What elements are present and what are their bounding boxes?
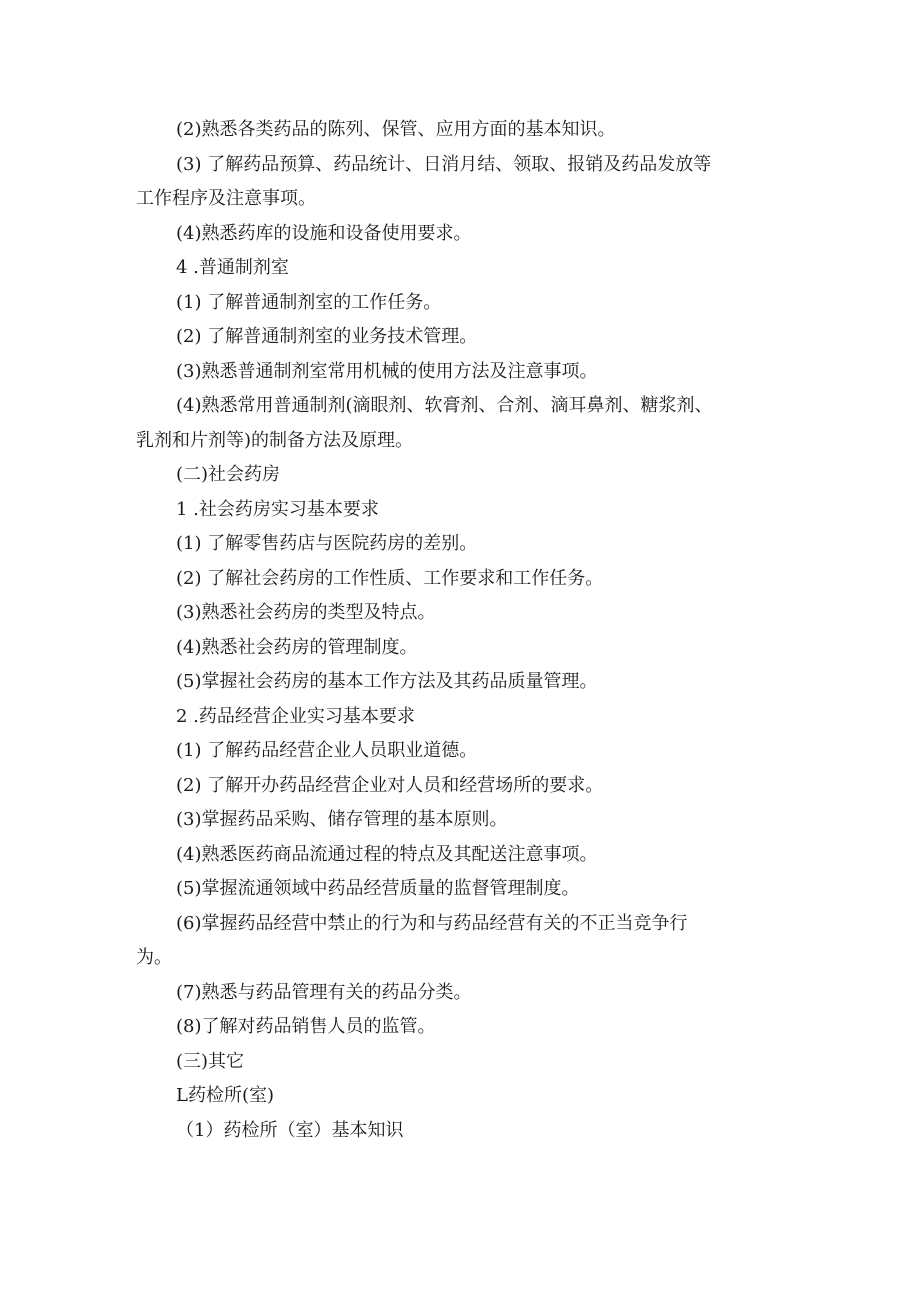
text-line: (1) 了解零售药店与医院药房的差别。 (176, 533, 478, 554)
text-line: (3) 了解药品预算、药品统计、日消月结、领取、报销及药品发放等 (176, 153, 712, 175)
text-line: 为。 (136, 947, 172, 968)
text-line: (2) 了解普通制剂室的业务技术管理。 (176, 326, 478, 347)
text-line: (二)社会药房 (176, 464, 281, 485)
text-line: 2 .药品经营企业实习基本要求 (176, 705, 415, 727)
text-line: L药检所(室) (176, 1085, 274, 1106)
text-line: (4)熟悉药库的设施和设备使用要求。 (176, 222, 472, 244)
text-line: (8)了解对药品销售人员的监管。 (176, 1016, 436, 1037)
text-line: (6)掌握药品经营中禁止的行为和与药品经营有关的不正当竞争行 (176, 912, 688, 934)
text-line: 4 .普通制剂室 (176, 257, 289, 278)
text-line: (4)熟悉常用普通制剂(滴眼剂、软膏剂、合剂、滴耳鼻剂、糖浆剂、 (176, 395, 713, 416)
document-body (136, 113, 786, 1148)
text-line: (4)熟悉医药商品流通过程的特点及其配送注意事项。 (176, 843, 598, 865)
text-line: 工作程序及注意事项。 (136, 188, 316, 209)
text-line: (7)熟悉与药品管理有关的药品分类。 (176, 981, 472, 1003)
text-line: （1）药检所（室）基本知识 (176, 1119, 404, 1141)
text-line: (5)掌握社会药房的基本工作方法及其药品质量管理。 (176, 671, 598, 692)
text-line: 1 .社会药房实习基本要求 (176, 498, 379, 520)
text-line: 乳剂和片剂等)的制备方法及原理。 (136, 429, 414, 451)
text-line: (3)掌握药品采购、储存管理的基本原则。 (176, 809, 508, 830)
text-line: (2)熟悉各类药品的陈列、保管、应用方面的基本知识。 (176, 119, 616, 140)
text-line: (三)其它 (176, 1050, 245, 1072)
text-line: (3)熟悉普通制剂室常用机械的使用方法及注意事项。 (176, 360, 598, 382)
text-line: (2) 了解社会药房的工作性质、工作要求和工作任务。 (176, 567, 604, 589)
text-line: (4)熟悉社会药房的管理制度。 (176, 636, 418, 658)
text-line: (1) 了解药品经营企业人员职业道德。 (176, 740, 478, 761)
text-line: (2) 了解开办药品经营企业对人员和经营场所的要求。 (176, 774, 604, 796)
text-line: (5)掌握流通领域中药品经营质量的监督管理制度。 (176, 878, 580, 899)
text-line: (3)熟悉社会药房的类型及特点。 (176, 602, 436, 623)
text-line: (1) 了解普通制剂室的工作任务。 (176, 291, 442, 313)
